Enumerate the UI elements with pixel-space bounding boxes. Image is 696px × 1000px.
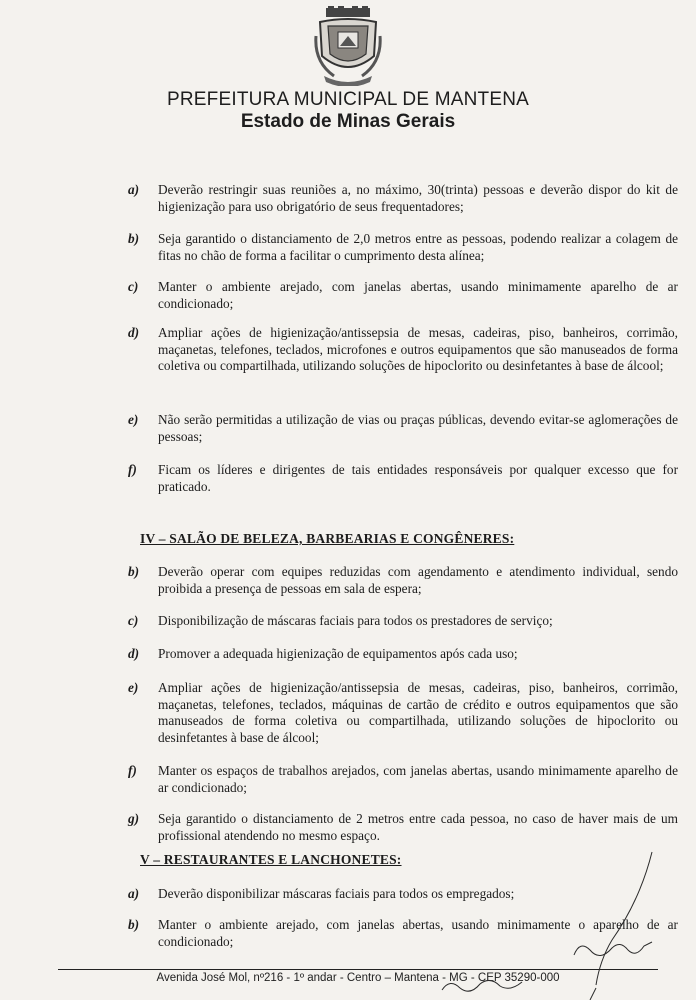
item-text: Ampliar ações de higienização/antissepsia de mesas, cadeiras, piso, banheiros, corrimão, maçanetas, telefones, teclados, máquinas de cartão de crédito e outros equipamentos que são manuseados de forma coletiva ou compartilhada, utilizando soluções de hipoclorito ou desinfetantes à base de álcool; [158,680,678,745]
list-item [128,886,678,903]
page-title: PREFEITURA MUNICIPAL DE MANTENA [167,89,529,110]
page-subtitle: Estado de Minas Gerais [240,111,456,132]
item-text: Manter o ambiente arejado, com janelas abertas, usando minimamente o aparelho de ar condicionado; [158,917,678,949]
item-label: g) [128,811,140,826]
list-item [128,231,678,264]
item-label: d) [128,325,140,340]
list-item [128,646,678,663]
item-label: a) [128,182,140,197]
item-label: c) [128,613,139,628]
list-item [128,811,678,844]
item-label: c) [128,279,139,294]
item-label: d) [128,646,140,661]
item-label: b) [128,917,140,932]
item-text: Deverão operar com equipes reduzidas com agendamento e atendimento individual, sendo proibida a presença de pessoas em sala de espera; [158,564,678,596]
item-text: Disponibilização de máscaras faciais para todos os prestadores de serviço; [158,613,553,628]
footer-divider [58,969,658,970]
list-item [128,412,678,445]
item-text: Seja garantido o distanciamento de 2,0 metros entre as pessoas, podendo realizar a colagem de fitas no chão de forma a facilitar o cumprimento desta alínea; [158,231,678,263]
list-item [128,325,678,375]
list-item [128,917,678,950]
item-label: f) [128,763,137,778]
list-item [128,182,678,215]
item-text: Promover a adequada higienização de equipamentos após cada uso; [158,646,518,661]
list-item [128,462,678,495]
item-label: e) [128,680,139,695]
list-item [128,680,678,746]
item-label: b) [128,231,140,246]
list-item [128,763,678,796]
item-text: Não serão permitidas a utilização de vias ou praças públicas, devendo evitar-se aglomerações de pessoas; [158,412,678,444]
item-label: a) [128,886,140,901]
item-label: f) [128,462,137,477]
item-text: Deverão restringir suas reuniões a, no máximo, 30(trinta) pessoas e deverão dispor do kit de higienização para uso obrigatório de seus frequentadores; [158,182,678,214]
item-text: Manter o ambiente arejado, com janelas abertas, usando minimamente aparelho de ar condicionado; [158,279,678,311]
item-label: e) [128,412,139,427]
item-text: Manter os espaços de trabalhos arejados, com janelas abertas, usando minimamente aparelho de ar condicionado; [158,763,678,795]
footer-address: Avenida José Mol, nº216 - 1º andar - Centro – Mantena - MG - CEP 35290-000 [156,972,560,984]
item-text: Deverão disponibilizar máscaras faciais para todos os empregados; [158,886,515,901]
section-heading-v: V – RESTAURANTES E LANCHONETES: [140,852,402,867]
section-heading-iv: IV – SALÃO DE BELEZA, BARBEARIAS E CONGÊNERES: [140,531,515,546]
list-item [128,279,678,312]
item-text: Ficam os líderes e dirigentes de tais entidades responsáveis por qualquer excesso que for praticado. [158,462,678,494]
item-text: Ampliar ações de higienização/antissepsia de mesas, cadeiras, piso, banheiros, corrimão, maçanetas, telefones, teclados, microfones e outros equipamentos que são manuseados de forma coletiva ou compartilhada, utilizando soluções de hipoclorito ou desinfetantes à base de álcool; [158,325,678,373]
coat-of-arms-icon [314,6,382,86]
list-item [128,564,678,597]
item-text: Seja garantido o distanciamento de 2 metros entre cada pessoa, no caso de haver mais de um profissional atendendo no mesmo espaço. [158,811,678,843]
list-item [128,613,678,630]
item-label: b) [128,564,140,579]
